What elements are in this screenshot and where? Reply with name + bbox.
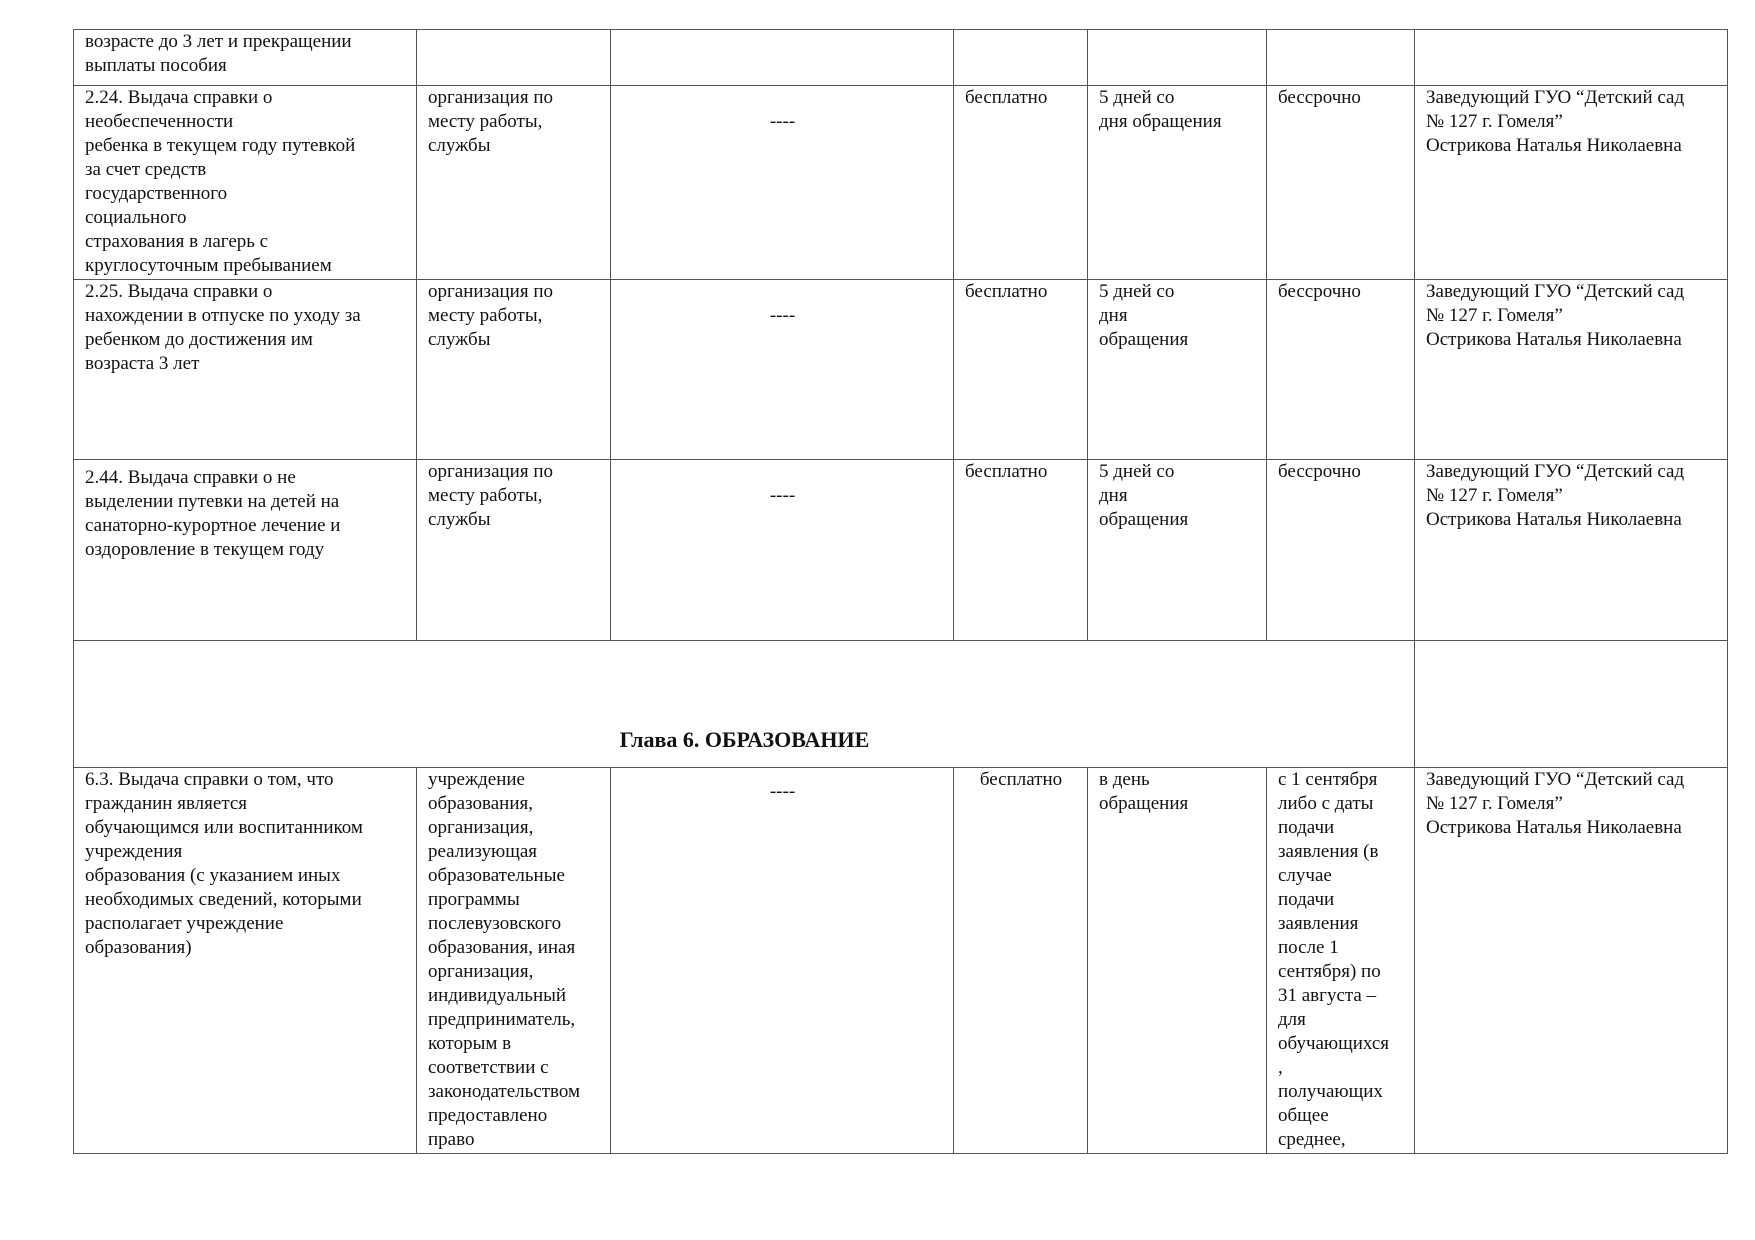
table-row [74, 280, 1728, 460]
documents-cell [611, 30, 954, 86]
term-cell: в день обращения [1088, 768, 1267, 1154]
fee-cell: бесплатно [954, 86, 1088, 280]
validity-cell: бессрочно [1267, 280, 1415, 460]
responsible-cell: Заведующий ГУО “Детский сад № 127 г. Гомеля” Острикова Наталья Николаевна [1415, 768, 1728, 1154]
procedure-name-cell: 2.44. Выдача справки о не выделении путевки на детей на санаторно-курортное лечение и оздоровление в текущем году [74, 460, 417, 641]
validity-cell: с 1 сентября либо с даты подачи заявления (в случае подачи заявления после 1 сентября) по 31 августа – для обучающихся , получающих общее среднее, [1267, 768, 1415, 1154]
term-cell: 5 дней со дня обращения [1088, 460, 1267, 641]
responsible-cell [1415, 30, 1728, 86]
documents-cell [611, 86, 954, 280]
procedure-name-cell: 6.3. Выдача справки о том, что гражданин является обучающимся или воспитанником учреждения образования (с указанием иных необходимых сведений, которыми располагает учреждение образования) [74, 768, 417, 1154]
chapter-heading-cell [74, 641, 1415, 768]
validity-cell: бессрочно [1267, 86, 1415, 280]
responsible-cell-empty [1415, 641, 1728, 768]
responsible-cell: Заведующий ГУО “Детский сад № 127 г. Гомеля” Острикова Наталья Николаевна [1415, 280, 1728, 460]
chapter-row [74, 641, 1728, 768]
table-row [74, 30, 1728, 86]
issuing-body-cell: организация по месту работы, службы [417, 280, 611, 460]
dash-placeholder: ---- [769, 485, 796, 506]
issuing-body-cell: учреждение образования, организация, реализующая образовательные программы послевузовского образования, иная организация, индивидуальный предприниматель, которым в соответствии с законодательством предоставлено право [417, 768, 611, 1154]
services-table [73, 29, 1728, 1154]
validity-cell [1267, 30, 1415, 86]
term-cell: 5 дней со дня обращения [1088, 280, 1267, 460]
documents-cell [611, 768, 954, 1154]
issuing-body-cell: организация по месту работы, службы [417, 460, 611, 641]
chapter-title: Глава 6. ОБРАЗОВАНИЕ [619, 727, 870, 752]
responsible-cell: Заведующий ГУО “Детский сад № 127 г. Гомеля” Острикова Наталья Николаевна [1415, 460, 1728, 641]
validity-cell: бессрочно [1267, 460, 1415, 641]
issuing-body-cell: организация по месту работы, службы [417, 86, 611, 280]
table-row [74, 768, 1728, 1154]
dash-placeholder: ---- [769, 111, 796, 132]
fee-cell: бесплатно [954, 768, 1088, 1154]
term-cell [1088, 30, 1267, 86]
fee-cell: бесплатно [954, 280, 1088, 460]
procedure-name-cell: 2.25. Выдача справки о нахождении в отпуске по уходу за ребенком до достижения им возраста 3 лет [74, 280, 417, 460]
fee-cell [954, 30, 1088, 86]
table-row [74, 460, 1728, 641]
dash-placeholder: ---- [769, 305, 796, 326]
procedure-name-cell: 2.24. Выдача справки о необеспеченности ребенка в текущем году путевкой за счет средств государственного социального страхования в лагерь с круглосуточным пребыванием [74, 86, 417, 280]
dash-placeholder: ---- [769, 781, 796, 802]
table-row [74, 86, 1728, 280]
responsible-cell: Заведующий ГУО “Детский сад № 127 г. Гомеля” Острикова Наталья Николаевна [1415, 86, 1728, 280]
documents-cell [611, 280, 954, 460]
term-cell: 5 дней со дня обращения [1088, 86, 1267, 280]
procedure-name-cell: возрасте до 3 лет и прекращении выплаты пособия [74, 30, 417, 86]
documents-cell [611, 460, 954, 641]
fee-cell: бесплатно [954, 460, 1088, 641]
issuing-body-cell [417, 30, 611, 86]
